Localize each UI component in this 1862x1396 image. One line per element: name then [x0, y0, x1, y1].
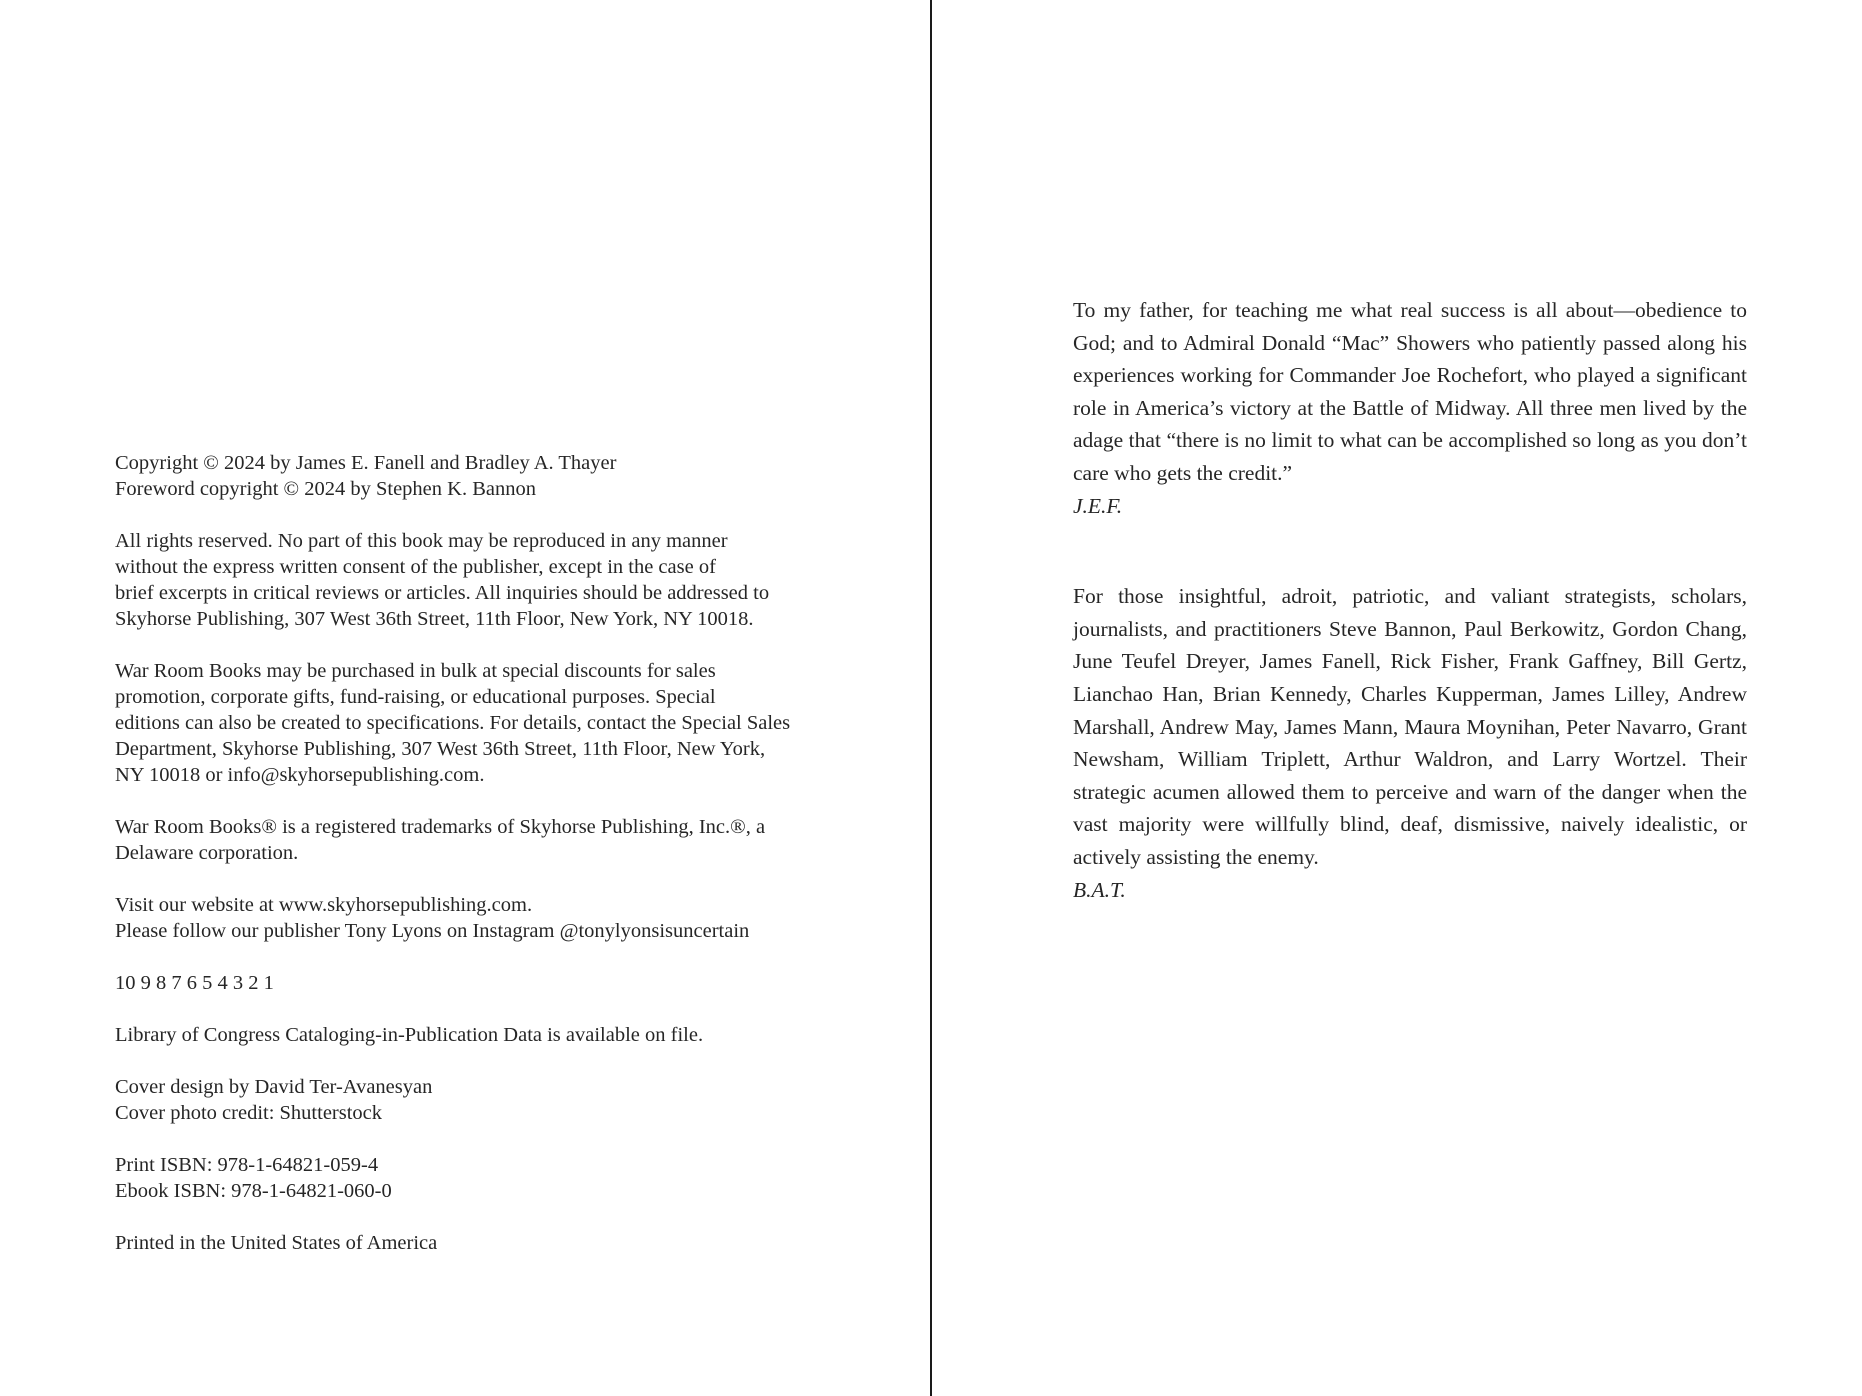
printed-in-line: Printed in the United States of America: [115, 1232, 438, 1254]
website-paragraph: Visit our website at www.skyhorsepublishing.com. Please follow our publisher Tony Lyons on Instagram @tonylyonsisuncertain: [115, 894, 750, 942]
copyright-notice: Copyright © 2024 by James E. Fanell and Bradley A. Thayer Foreword copyright © 2024 by Stephen K. Bannon: [115, 452, 617, 500]
cover-credits: Cover design by David Ter-Avanesyan Cover photo credit: Shutterstock: [115, 1076, 433, 1124]
dedication-block: [1073, 294, 1747, 906]
dedication-initials-2: B.A.T.: [1073, 877, 1126, 902]
dedication-spacer: [1073, 522, 1747, 580]
dedication-initials-1: J.E.F.: [1073, 493, 1123, 518]
printing-numbers: 10 9 8 7 6 5 4 3 2 1: [115, 972, 274, 994]
dedication-page: [932, 0, 1862, 1396]
copyright-block: [115, 450, 815, 1282]
library-of-congress-line: Library of Congress Cataloging-in-Publication Data is available on file.: [115, 1024, 704, 1046]
trademark-paragraph: War Room Books® is a registered trademarks of Skyhorse Publishing, Inc.®, a Delaware corporation.: [115, 816, 766, 864]
dedication-paragraph-1: To my father, for teaching me what real success is all about—obedience to God; and to Admiral Donald “Mac” Showers who patiently passed along his experiences working for Commander Joe Rochefort, who played a significant role in America’s victory at the Battle of Midway. All three men lived by the adage that “there is no limit to what can be accomplished so long as you don’t care who gets the credit.”: [1073, 298, 1747, 485]
isbn-numbers: Print ISBN: 978-1-64821-059-4 Ebook ISBN: 978-1-64821-060-0: [115, 1154, 392, 1202]
dedication-paragraph-2: For those insightful, adroit, patriotic, and valiant strategists, scholars, journalists, and practitioners Steve Bannon, Paul Berkowitz, Gordon Chang, June Teufel Dreyer, James Fanell, Rick Fisher, Frank Gaffney, Bill Gertz, Lianchao Han, Brian Kennedy, Charles Kupperman, James Lilley, Andrew Marshall, Andrew May, James Mann, Maura Moynihan, Peter Navarro, Grant Newsham, William Triplett, Arthur Waldron, and Larry Wortzel. Their strategic acumen allowed them to perceive and warn of the danger when the vast majority were willfully blind, deaf, dismissive, naively idealistic, or actively assisting the enemy.: [1073, 584, 1747, 869]
bulk-sales-paragraph: War Room Books may be purchased in bulk at special discounts for sales promotion, corporate gifts, fund-raising, or educational purposes. Special editions can also be created to specifications. For details, contact the Special Sales Department, Skyhorse Publishing, 307 West 36th Street, 11th Floor, New York, NY 10018 or info@skyhorsepublishing.com.: [115, 660, 791, 786]
copyright-page: [0, 0, 930, 1396]
rights-reserved-paragraph: All rights reserved. No part of this book may be reproduced in any manner without the express written consent of the publisher, except in the case of brief excerpts in critical reviews or articles. All inquiries should be addressed to Skyhorse Publishing, 307 West 36th Street, 11th Floor, New York, NY 10018.: [115, 530, 770, 630]
